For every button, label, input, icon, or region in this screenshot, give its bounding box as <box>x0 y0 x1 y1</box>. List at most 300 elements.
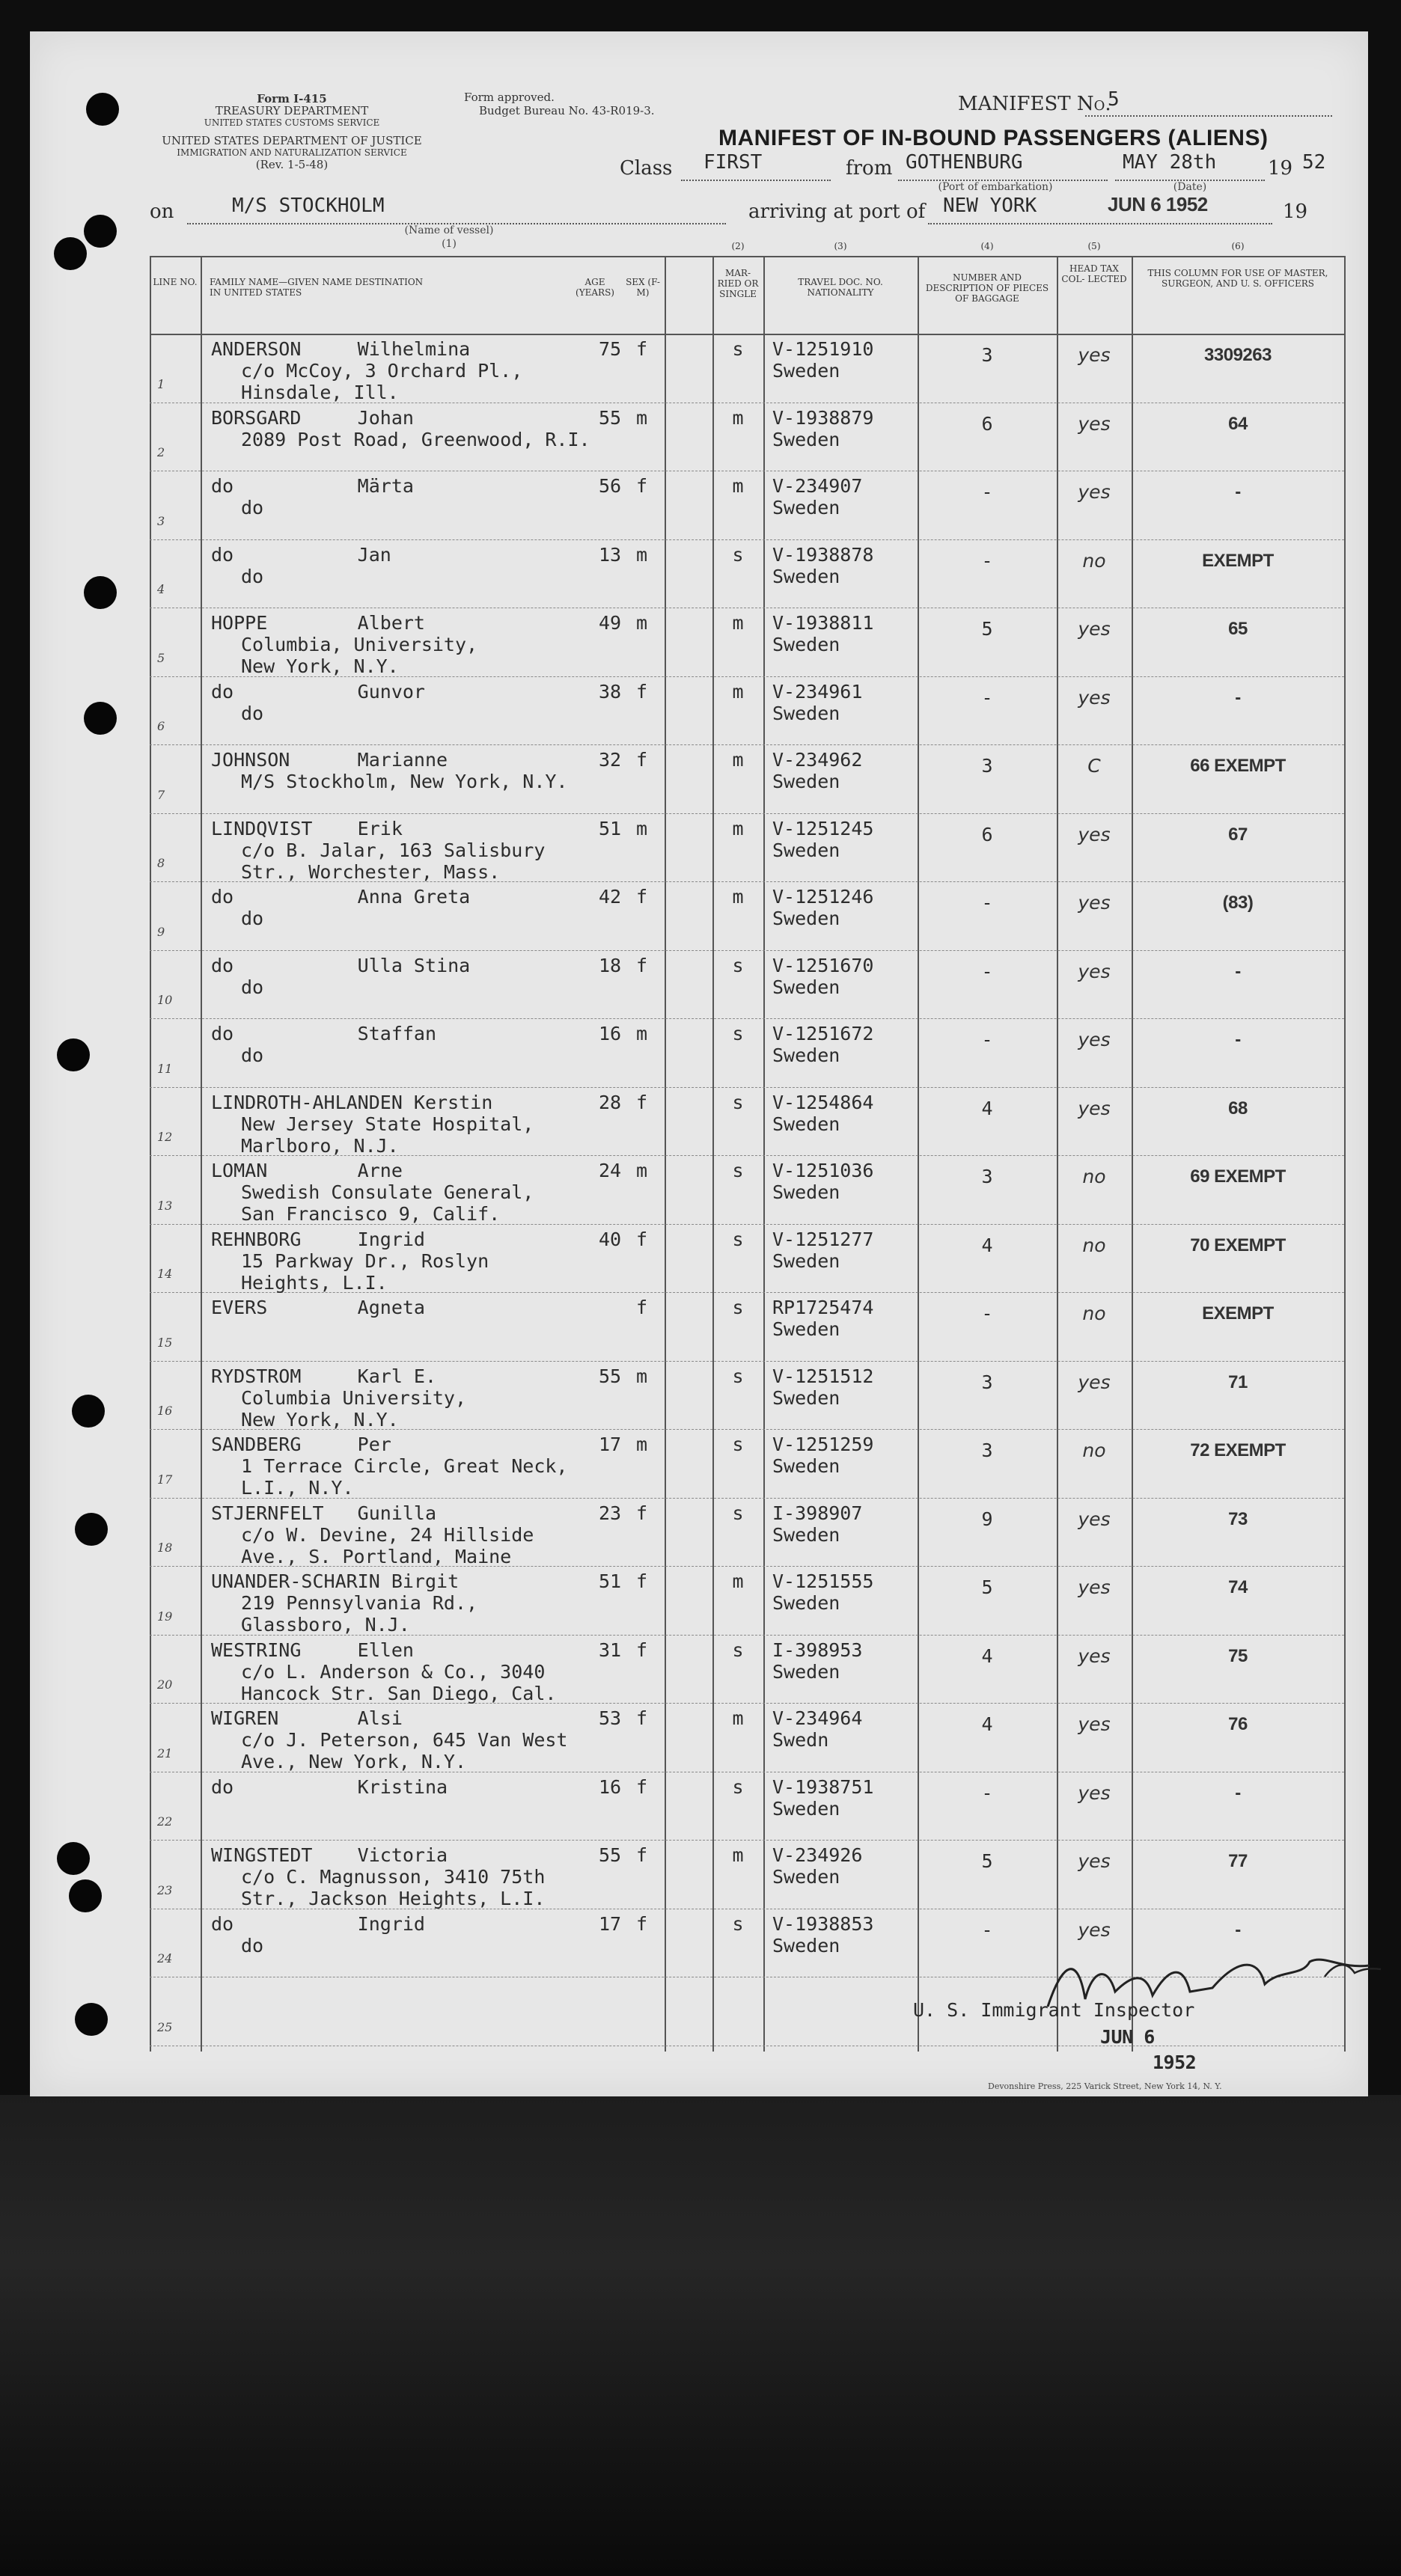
passenger-name: WINGSTEDT Victoria <box>211 1844 448 1866</box>
passenger-name: HOPPE Albert <box>211 612 425 634</box>
nationality: Sweden <box>772 1181 840 1203</box>
destination-address: M/S Stockholm, New York, N.Y. <box>241 771 568 792</box>
nationality: Sweden <box>772 360 840 382</box>
officer-note: (83) <box>1222 893 1254 913</box>
head-tax: C <box>1087 755 1101 777</box>
tax-header: HEAD TAX COL- LECTED <box>1061 263 1127 284</box>
class-line <box>681 180 831 181</box>
nationality: Sweden <box>772 1523 840 1546</box>
nationality: Sweden <box>772 1866 840 1888</box>
form-approved: Form approved. <box>464 91 555 104</box>
marital-status: m <box>732 817 744 839</box>
marital-status: m <box>732 886 744 908</box>
passenger-age: 49 <box>599 612 622 634</box>
baggage-count: 5 <box>981 1576 993 1598</box>
tax-col-num: (5) <box>1087 241 1101 251</box>
baggage-count: 6 <box>981 412 993 435</box>
head-tax: yes <box>1078 344 1111 366</box>
on-label: on <box>150 201 174 223</box>
marital-status: s <box>732 1502 744 1524</box>
line-number: 8 <box>157 856 165 870</box>
head-tax: yes <box>1078 1850 1111 1872</box>
passenger-age: 51 <box>599 817 622 839</box>
marital-status: s <box>732 1639 744 1661</box>
officer-note: 73 <box>1228 1508 1248 1529</box>
nationality: Swedn <box>772 1729 829 1751</box>
marital-status: m <box>732 475 744 497</box>
arriving-label: arriving at port of <box>748 201 926 223</box>
travel-doc-number: V-1251259 <box>772 1434 874 1455</box>
baggage-count: - <box>981 960 993 982</box>
travel-col-num: (3) <box>834 241 847 251</box>
head-tax: no <box>1082 1303 1106 1324</box>
destination-address: 15 Parkway Dr., Roslyn <box>241 1249 489 1272</box>
line-number: 20 <box>157 1677 173 1692</box>
nationality: Sweden <box>772 1249 840 1272</box>
officer-note: 64 <box>1228 413 1248 434</box>
head-tax: yes <box>1078 1781 1111 1804</box>
passenger-name: LINDROTH-AHLANDEN Kerstin <box>211 1091 493 1113</box>
destination-address: 1 Terrace Circle, Great Neck, <box>241 1455 568 1477</box>
nationality: Sweden <box>772 771 840 792</box>
passenger-sex: f <box>636 1502 648 1524</box>
head-tax: yes <box>1078 960 1111 982</box>
row-divider <box>150 950 1344 951</box>
arrival-line <box>928 223 1272 224</box>
head-tax: yes <box>1078 1918 1111 1941</box>
manifest-number: 5 <box>1108 88 1120 111</box>
passenger-age: 17 <box>599 1434 622 1455</box>
passenger-sex: m <box>636 406 648 429</box>
date-sublabel: (Date) <box>1173 181 1207 193</box>
passenger-name: JOHNSON Marianne <box>211 749 448 771</box>
destination-address: Ave., S. Portland, Maine <box>241 1545 512 1567</box>
travel-doc-number: V-1938751 <box>772 1775 874 1798</box>
passenger-age: 23 <box>599 1502 622 1524</box>
passenger-sex: f <box>636 1091 648 1113</box>
nationality: Sweden <box>772 976 840 998</box>
baggage-count: - <box>981 481 993 503</box>
passenger-sex: f <box>636 954 648 976</box>
passenger-name: REHNBORG Ingrid <box>211 1228 425 1250</box>
name-header: FAMILY NAME—GIVEN NAME DESTINATION IN UNITED STATES <box>210 277 424 298</box>
officers-header: THIS COLUMN FOR USE OF MASTER, SURGEON, AND U. S. OFFICERS <box>1147 268 1328 289</box>
passenger-age: 55 <box>599 1844 622 1866</box>
col-border <box>1344 256 1346 2052</box>
destination-address: Hinsdale, Ill. <box>241 382 399 403</box>
line-number: 2 <box>157 445 165 459</box>
travel-doc-number: V-1251672 <box>772 1023 874 1044</box>
head-tax: yes <box>1078 481 1111 503</box>
travel-doc-number: V-234962 <box>772 749 863 771</box>
passenger-sex: f <box>636 1775 648 1798</box>
passenger-age: 18 <box>599 954 622 976</box>
travel-doc-number: V-1938853 <box>772 1912 874 1935</box>
passenger-age: 75 <box>599 338 622 360</box>
marital-status: s <box>732 954 744 976</box>
nationality: Sweden <box>772 1797 840 1820</box>
travel-doc-number: V-234964 <box>772 1707 863 1729</box>
passenger-name: LINDQVIST Erik <box>211 817 403 839</box>
officer-note: 77 <box>1228 1851 1248 1871</box>
travel-doc-number: V-1938879 <box>772 406 874 429</box>
year-prefix: 19 <box>1268 157 1293 180</box>
binder-hole <box>69 1879 102 1912</box>
embarkation-port: GOTHENBURG <box>906 151 1023 174</box>
destination-address: New York, N.Y. <box>241 1408 399 1431</box>
nationality: Sweden <box>772 634 840 655</box>
head-tax: no <box>1082 549 1106 572</box>
nationality: Sweden <box>772 1592 840 1614</box>
officer-note: 65 <box>1228 619 1248 639</box>
destination-address: Str., Worchester, Mass. <box>241 860 501 883</box>
destination-address: Columbia, University, <box>241 634 478 655</box>
passenger-age: 56 <box>599 475 622 497</box>
nationality: Sweden <box>772 1113 840 1135</box>
destination-address: c/o McCoy, 3 Orchard Pl., <box>241 360 523 382</box>
destination-address: c/o C. Magnusson, 3410 75th <box>241 1866 546 1888</box>
officer-note: 74 <box>1228 1577 1248 1597</box>
row-divider <box>150 744 1344 745</box>
header-bottom-border <box>150 334 1344 335</box>
baggage-count: - <box>981 686 993 709</box>
passenger-sex: m <box>636 1160 648 1181</box>
baggage-count: - <box>981 1303 993 1324</box>
destination-address: Swedish Consulate General, <box>241 1181 534 1203</box>
row-divider <box>150 539 1344 540</box>
binder-hole <box>75 1513 108 1546</box>
inspector-label: U. S. Immigrant Inspector <box>913 1999 1195 2021</box>
passenger-name: ANDERSON Wilhelmina <box>211 338 471 360</box>
married-header: MAR- RIED OR SINGLE <box>717 268 759 299</box>
line-number: 24 <box>157 1951 173 1965</box>
head-tax: yes <box>1078 1576 1111 1598</box>
passenger-name: do Anna Greta <box>211 886 471 908</box>
line-number: 12 <box>157 1130 173 1144</box>
destination-address: do <box>241 1044 264 1066</box>
officer-note: EXEMPT <box>1202 550 1274 571</box>
passenger-sex: m <box>636 1434 648 1455</box>
row-divider <box>150 813 1344 814</box>
passenger-name: do Märta <box>211 475 414 497</box>
passenger-age: 13 <box>599 543 622 566</box>
col-border <box>150 256 151 2052</box>
budget-bureau: Budget Bureau No. 43-R019-3. <box>479 104 655 117</box>
vessel-col-num: (1) <box>442 238 457 250</box>
head-tax: yes <box>1078 1508 1111 1530</box>
embarkation-date: MAY 28th <box>1123 151 1217 174</box>
officers-col-num: (6) <box>1231 241 1245 251</box>
table-top-border <box>150 256 1344 257</box>
arrival-port: NEW YORK <box>943 195 1037 217</box>
manifest-number-line <box>1085 115 1332 117</box>
destination-address: Heights, L.I. <box>241 1271 388 1294</box>
class-label: Class <box>620 157 673 180</box>
marital-status: s <box>732 1228 744 1250</box>
destination-address: 2089 Post Road, Greenwood, R.I. <box>241 428 590 450</box>
marital-status: s <box>732 1434 744 1455</box>
marital-status: s <box>732 1297 744 1318</box>
baggage-count: - <box>981 1781 993 1804</box>
officer-note: - <box>1235 1782 1241 1803</box>
baggage-header: NUMBER AND DESCRIPTION OF PIECES OF BAGGAGE <box>925 272 1049 304</box>
passenger-age: 32 <box>599 749 622 771</box>
destination-address: do <box>241 565 264 587</box>
officer-note: 70 EXEMPT <box>1190 1235 1286 1255</box>
marital-status: m <box>732 1707 744 1729</box>
passenger-sex: f <box>636 1912 648 1935</box>
passenger-age: 28 <box>599 1091 622 1113</box>
nationality: Sweden <box>772 1660 840 1683</box>
passenger-sex: f <box>636 749 648 771</box>
officer-note: 66 EXEMPT <box>1190 756 1286 776</box>
row-divider <box>150 1840 1344 1841</box>
officer-note: 3309263 <box>1204 345 1272 365</box>
baggage-count: 4 <box>981 1713 993 1735</box>
passenger-name: do Kristina <box>211 1775 448 1798</box>
travel-doc-number: V-1938811 <box>772 612 874 634</box>
binder-hole <box>72 1395 105 1428</box>
marital-status: m <box>732 612 744 634</box>
arrival-year-prefix: 19 <box>1283 201 1308 223</box>
officer-note: - <box>1235 687 1241 708</box>
line-number: 18 <box>157 1541 173 1555</box>
head-tax: yes <box>1078 823 1111 845</box>
passenger-name: SANDBERG Per <box>211 1434 391 1455</box>
nationality: Sweden <box>772 702 840 724</box>
officer-note: 71 <box>1228 1371 1248 1392</box>
from-label: from <box>846 157 893 180</box>
head-tax: no <box>1082 1440 1106 1461</box>
col-border <box>763 256 765 2052</box>
passenger-sex: f <box>636 1297 648 1318</box>
passenger-name: do Ingrid <box>211 1912 425 1935</box>
sex-header: SEX (F-M) <box>626 277 660 298</box>
passenger-sex: f <box>636 886 648 908</box>
passenger-age: 51 <box>599 1570 622 1592</box>
row-divider <box>150 1018 1344 1019</box>
travel-doc-number: RP1725474 <box>772 1297 874 1318</box>
destination-address: Glassboro, N.J. <box>241 1614 410 1636</box>
line-number: 23 <box>157 1882 173 1897</box>
destination-address: Marlboro, N.J. <box>241 1134 399 1157</box>
travel-doc-number: V-1251670 <box>772 954 874 976</box>
marital-status: m <box>732 749 744 771</box>
passenger-sex: f <box>636 1639 648 1661</box>
baggage-count: 3 <box>981 344 993 366</box>
baggage-count: 4 <box>981 1645 993 1667</box>
passenger-sex: m <box>636 543 648 566</box>
travel-doc-number: V-1251555 <box>772 1570 874 1592</box>
baggage-count: 5 <box>981 1850 993 1872</box>
nationality: Sweden <box>772 565 840 587</box>
baggage-count: 4 <box>981 1234 993 1256</box>
marital-status: s <box>732 1091 744 1113</box>
destination-address: do <box>241 1934 264 1957</box>
marital-status: s <box>732 1023 744 1044</box>
line-number: 15 <box>157 1335 173 1350</box>
marital-status: s <box>732 1912 744 1935</box>
baggage-count: - <box>981 1918 993 1941</box>
marital-status: m <box>732 680 744 703</box>
passenger-sex: f <box>636 680 648 703</box>
passenger-age: 40 <box>599 1228 622 1250</box>
nationality: Sweden <box>772 1455 840 1477</box>
binder-hole <box>54 237 87 270</box>
line-number: 16 <box>157 1404 173 1418</box>
inspection-date: JUN 6 <box>1100 2026 1155 2048</box>
passenger-age: 38 <box>599 680 622 703</box>
baggage-count: 4 <box>981 1097 993 1119</box>
married-col-num: (2) <box>731 241 745 251</box>
passenger-sex: m <box>636 817 648 839</box>
travel-doc-number: I-398907 <box>772 1502 863 1524</box>
nationality: Sweden <box>772 1318 840 1340</box>
destination-address: New York, N.Y. <box>241 655 399 677</box>
destination-address: Ave., New York, N.Y. <box>241 1751 467 1772</box>
line-number: 19 <box>157 1609 173 1624</box>
passenger-name: STJERNFELT Gunilla <box>211 1502 437 1524</box>
travel-doc-number: V-234926 <box>772 1844 863 1866</box>
manifest-page <box>30 31 1368 2096</box>
nationality: Sweden <box>772 428 840 450</box>
marital-status: m <box>732 406 744 429</box>
officer-note: - <box>1235 961 1241 982</box>
destination-address: do <box>241 908 264 929</box>
nationality: Sweden <box>772 839 840 861</box>
officer-note: 68 <box>1228 1098 1248 1119</box>
marital-status: s <box>732 543 744 566</box>
passenger-name: do Jan <box>211 543 391 566</box>
head-tax: yes <box>1078 686 1111 709</box>
manifest-title: MANIFEST OF IN-BOUND PASSENGERS (ALIENS) <box>718 126 1269 150</box>
baggage-count: 6 <box>981 823 993 845</box>
destination-address: 219 Pennsylvania Rd., <box>241 1592 478 1614</box>
manifest-no-label: MANIFEST No. <box>958 93 1111 115</box>
passenger-name: WIGREN Alsi <box>211 1707 403 1729</box>
passenger-sex: f <box>636 1707 648 1729</box>
officer-note: - <box>1235 1030 1241 1050</box>
baggage-count: 3 <box>981 1440 993 1461</box>
destination-address: San Francisco 9, Calif. <box>241 1203 501 1225</box>
officer-note: 69 EXEMPT <box>1190 1166 1286 1187</box>
passenger-name: UNANDER-SCHARIN Birgit <box>211 1570 460 1592</box>
binder-hole <box>57 1038 90 1071</box>
passenger-name: do Gunvor <box>211 680 425 703</box>
head-tax: yes <box>1078 1713 1111 1735</box>
passenger-sex: m <box>636 1365 648 1387</box>
passenger-name: LOMAN Arne <box>211 1160 403 1181</box>
arrival-date-stamp: JUN 6 1952 <box>1108 193 1208 215</box>
officer-note: - <box>1235 482 1241 502</box>
port-sublabel: (Port of embarkation) <box>938 181 1053 193</box>
passenger-table <box>150 241 1344 2052</box>
treasury-dept: TREASURY DEPARTMENT <box>215 104 369 117</box>
marital-status: s <box>732 1775 744 1798</box>
destination-address: do <box>241 497 264 518</box>
travel-doc-number: V-1938878 <box>772 543 874 566</box>
passenger-name: WESTRING Ellen <box>211 1639 414 1661</box>
line-number: 9 <box>157 924 165 939</box>
inspection-year: 1952 <box>1153 2052 1197 2073</box>
line-number: 3 <box>157 513 165 528</box>
passenger-age: 42 <box>599 886 622 908</box>
justice-dept: UNITED STATES DEPARTMENT OF JUSTICE <box>162 134 422 147</box>
line-number: 25 <box>157 2019 173 2034</box>
customs-service: UNITED STATES CUSTOMS SERVICE <box>204 117 380 128</box>
line-number: 7 <box>157 787 165 802</box>
line-number: 6 <box>157 719 165 733</box>
line-number: 10 <box>157 993 173 1007</box>
passenger-sex: m <box>636 612 648 634</box>
marital-status: s <box>732 1365 744 1387</box>
baggage-count: - <box>981 892 993 914</box>
passenger-age: 55 <box>599 406 622 429</box>
officer-note: EXEMPT <box>1202 1303 1274 1324</box>
officer-note: 72 EXEMPT <box>1190 1440 1286 1460</box>
line-number: 4 <box>157 582 165 596</box>
destination-address: New Jersey State Hospital, <box>241 1113 534 1135</box>
head-tax: yes <box>1078 1371 1111 1393</box>
nationality: Sweden <box>772 1386 840 1409</box>
dark-background <box>0 2095 1401 2576</box>
travel-doc-number: V-1251246 <box>772 886 874 908</box>
passenger-sex: f <box>636 338 648 360</box>
travel-doc-number: V-1254864 <box>772 1091 874 1113</box>
marital-status: s <box>732 1160 744 1181</box>
baggage-count: 3 <box>981 755 993 777</box>
head-tax: yes <box>1078 892 1111 914</box>
head-tax: yes <box>1078 1645 1111 1667</box>
nationality: Sweden <box>772 908 840 929</box>
officer-note: 75 <box>1228 1645 1248 1666</box>
passenger-age: 53 <box>599 1707 622 1729</box>
head-tax: yes <box>1078 1097 1111 1119</box>
baggage-count: 3 <box>981 1166 993 1187</box>
destination-address: do <box>241 976 264 998</box>
marital-status: m <box>732 1570 744 1592</box>
marital-status: s <box>732 338 744 360</box>
nationality: Sweden <box>772 1044 840 1066</box>
passenger-age: 55 <box>599 1365 622 1387</box>
binder-hole <box>75 2003 108 2036</box>
year-suffix: 52 <box>1302 151 1326 174</box>
inspector-signature <box>1040 1947 1385 2022</box>
baggage-count: 3 <box>981 1371 993 1393</box>
travel-doc-number: V-1251036 <box>772 1160 874 1181</box>
line-no-header: LINE NO. <box>153 277 198 287</box>
binder-hole <box>57 1842 90 1875</box>
baggage-count: 9 <box>981 1508 993 1530</box>
travel-doc-number: V-1251245 <box>772 817 874 839</box>
vessel-name: M/S STOCKHOLM <box>232 195 385 217</box>
vessel-sublabel: (Name of vessel) <box>404 224 494 236</box>
officer-note: - <box>1235 1919 1241 1940</box>
printer-credit: Devonshire Press, 225 Varick Street, New York 14, N. Y. <box>988 2081 1222 2091</box>
head-tax: yes <box>1078 618 1111 640</box>
revision: (Rev. 1-5-48) <box>255 158 329 171</box>
line-number: 21 <box>157 1746 173 1760</box>
binder-hole <box>84 215 117 248</box>
baggage-col-num: (4) <box>980 241 994 251</box>
baggage-count: - <box>981 549 993 572</box>
passenger-age: 17 <box>599 1912 622 1935</box>
binder-hole <box>86 93 119 126</box>
line-number: 14 <box>157 1267 173 1281</box>
passenger-name: do Staffan <box>211 1023 437 1044</box>
line-number: 5 <box>157 650 165 665</box>
passenger-name: BORSGARD Johan <box>211 406 414 429</box>
